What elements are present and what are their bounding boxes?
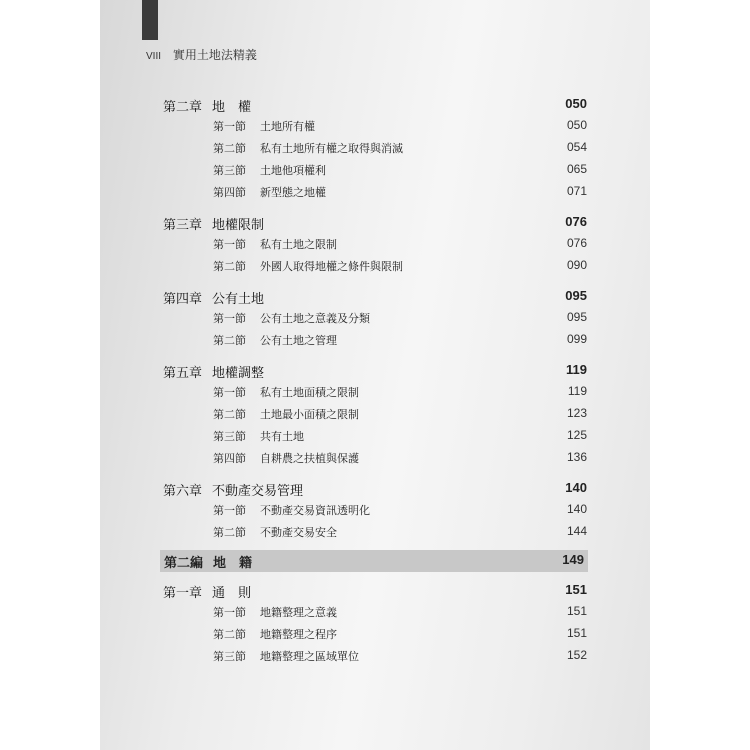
toc-number: 第一節 bbox=[213, 386, 246, 399]
toc-number: 第四節 bbox=[213, 186, 246, 199]
toc-number: 第二節 bbox=[213, 628, 246, 641]
toc-section-row[interactable] bbox=[163, 332, 587, 352]
toc-number: 第四節 bbox=[213, 452, 246, 465]
toc-label bbox=[213, 184, 326, 200]
toc-label bbox=[163, 582, 251, 601]
toc-title: 地籍整理之意義 bbox=[260, 606, 337, 619]
toc-section-row[interactable] bbox=[163, 384, 587, 404]
toc-page-number: 149 bbox=[562, 552, 584, 567]
toc-page-number: 151 bbox=[565, 582, 587, 597]
toc-title: 地權調整 bbox=[212, 366, 265, 381]
toc-chapter-row[interactable] bbox=[163, 362, 587, 382]
toc-label bbox=[213, 236, 337, 252]
toc-title: 不動產交易管理 bbox=[212, 484, 304, 499]
toc-label bbox=[163, 480, 303, 499]
toc-title: 地權限制 bbox=[212, 218, 265, 233]
toc-page-number: 071 bbox=[566, 184, 587, 198]
toc-page-number: 151 bbox=[566, 626, 587, 640]
toc-label bbox=[163, 96, 251, 115]
page-number-roman: VIII bbox=[146, 51, 162, 62]
toc-section-row[interactable] bbox=[163, 236, 587, 256]
toc-page-number: 136 bbox=[566, 450, 587, 464]
toc-section-row[interactable] bbox=[163, 184, 587, 204]
toc-number: 第二節 bbox=[213, 260, 246, 273]
toc-page-number: 095 bbox=[565, 288, 587, 303]
toc-section-row[interactable] bbox=[163, 604, 587, 624]
toc-title: 通 則 bbox=[212, 586, 252, 601]
toc-page-number: 090 bbox=[566, 258, 587, 272]
toc-number: 第一節 bbox=[213, 606, 246, 619]
toc-section-row[interactable] bbox=[163, 406, 587, 426]
toc-title: 公有土地 bbox=[212, 292, 265, 307]
toc-label bbox=[213, 140, 403, 156]
toc-title: 地籍整理之程序 bbox=[260, 628, 337, 641]
toc-title: 地 權 bbox=[212, 100, 252, 115]
toc-label bbox=[213, 648, 359, 664]
toc-title: 不動產交易資訊透明化 bbox=[260, 504, 370, 517]
toc-number: 第二節 bbox=[213, 142, 246, 155]
toc-number: 第五章 bbox=[163, 366, 203, 381]
toc-chapter-row[interactable] bbox=[163, 480, 587, 500]
toc-section-row[interactable] bbox=[163, 118, 587, 138]
toc-page-number: 123 bbox=[566, 406, 587, 420]
toc-number: 第一節 bbox=[213, 120, 246, 133]
toc-label bbox=[164, 552, 252, 571]
toc-title: 私有土地之限制 bbox=[260, 238, 337, 251]
toc-number: 第二節 bbox=[213, 526, 246, 539]
toc-label bbox=[213, 428, 304, 444]
toc-title: 土地他項權利 bbox=[260, 164, 326, 177]
toc-section-row[interactable] bbox=[163, 310, 587, 330]
toc-title: 自耕農之扶植與保護 bbox=[260, 452, 359, 465]
toc-title: 私有土地所有權之取得與消滅 bbox=[260, 142, 403, 155]
toc-number: 第二節 bbox=[213, 408, 246, 421]
toc-label bbox=[213, 450, 359, 466]
toc-label bbox=[213, 258, 403, 274]
toc-title: 新型態之地權 bbox=[260, 186, 326, 199]
toc-page-number: 065 bbox=[566, 162, 587, 176]
toc-page-number: 054 bbox=[566, 140, 587, 154]
toc-title: 共有土地 bbox=[260, 430, 304, 443]
toc-page-number: 125 bbox=[566, 428, 587, 442]
toc-title: 土地最小面積之限制 bbox=[260, 408, 359, 421]
toc-section-row[interactable] bbox=[163, 450, 587, 470]
toc-page-number: 050 bbox=[566, 118, 587, 132]
toc-page-number: 050 bbox=[565, 96, 587, 111]
toc-chapter-row[interactable] bbox=[163, 96, 587, 116]
toc-number: 第一章 bbox=[163, 586, 203, 601]
toc-page-number: 076 bbox=[565, 214, 587, 229]
toc-number: 第六章 bbox=[163, 484, 203, 499]
toc-chapter-row[interactable] bbox=[163, 214, 587, 234]
toc-number: 第一節 bbox=[213, 312, 246, 325]
toc-number: 第一節 bbox=[213, 238, 246, 251]
toc-title: 外國人取得地權之條件與限制 bbox=[260, 260, 403, 273]
toc-number: 第一節 bbox=[213, 504, 246, 517]
toc-section-row[interactable] bbox=[163, 258, 587, 278]
toc-title: 地 籍 bbox=[213, 556, 253, 571]
toc-label bbox=[213, 524, 337, 540]
book-title: 實用土地法精義 bbox=[172, 48, 257, 62]
toc-section-row[interactable] bbox=[163, 524, 587, 544]
toc-label bbox=[213, 332, 337, 348]
toc-page-number: 144 bbox=[566, 524, 587, 538]
toc-part-row[interactable] bbox=[160, 550, 588, 572]
toc-number: 第四章 bbox=[163, 292, 203, 307]
toc-page-number: 099 bbox=[566, 332, 587, 346]
toc-label bbox=[213, 162, 326, 178]
toc-title: 不動產交易安全 bbox=[260, 526, 337, 539]
toc-section-row[interactable] bbox=[163, 648, 587, 668]
toc-label bbox=[213, 406, 359, 422]
toc-number: 第三節 bbox=[213, 164, 246, 177]
toc-label bbox=[163, 288, 264, 307]
toc-label bbox=[213, 384, 359, 400]
toc-page-number: 076 bbox=[566, 236, 587, 250]
toc-section-row[interactable] bbox=[163, 140, 587, 160]
toc-number: 第三節 bbox=[213, 650, 246, 663]
toc-label bbox=[163, 214, 264, 233]
toc-label bbox=[213, 604, 337, 620]
toc-title: 公有土地之管理 bbox=[260, 334, 337, 347]
toc-section-row[interactable] bbox=[163, 502, 587, 522]
toc-label bbox=[213, 118, 315, 134]
toc-label bbox=[213, 310, 370, 326]
toc-page-number: 095 bbox=[566, 310, 587, 324]
toc-label bbox=[163, 362, 264, 381]
toc-number: 第三節 bbox=[213, 430, 246, 443]
toc-page-number: 152 bbox=[566, 648, 587, 662]
toc-page-number: 151 bbox=[566, 604, 587, 618]
toc-section-row[interactable] bbox=[163, 626, 587, 646]
toc-label bbox=[213, 626, 337, 642]
toc-number: 第三章 bbox=[163, 218, 203, 233]
toc-section-row[interactable] bbox=[163, 428, 587, 448]
toc-page-number: 119 bbox=[566, 362, 587, 377]
toc-number: 第二章 bbox=[163, 100, 203, 115]
toc-page-number: 140 bbox=[566, 502, 587, 516]
toc-section-row[interactable] bbox=[163, 162, 587, 182]
toc-title: 私有土地面積之限制 bbox=[260, 386, 359, 399]
toc-page-number: 140 bbox=[565, 480, 587, 495]
toc-title: 土地所有權 bbox=[260, 120, 315, 133]
toc-chapter-row[interactable] bbox=[163, 582, 587, 602]
toc-title: 地籍整理之區域單位 bbox=[260, 650, 359, 663]
toc-number: 第二節 bbox=[213, 334, 246, 347]
toc-title: 公有土地之意義及分類 bbox=[260, 312, 370, 325]
toc-label bbox=[213, 502, 370, 518]
toc-page-number: 119 bbox=[567, 384, 587, 398]
toc-chapter-row[interactable] bbox=[163, 288, 587, 308]
toc-number: 第二編 bbox=[164, 556, 204, 571]
